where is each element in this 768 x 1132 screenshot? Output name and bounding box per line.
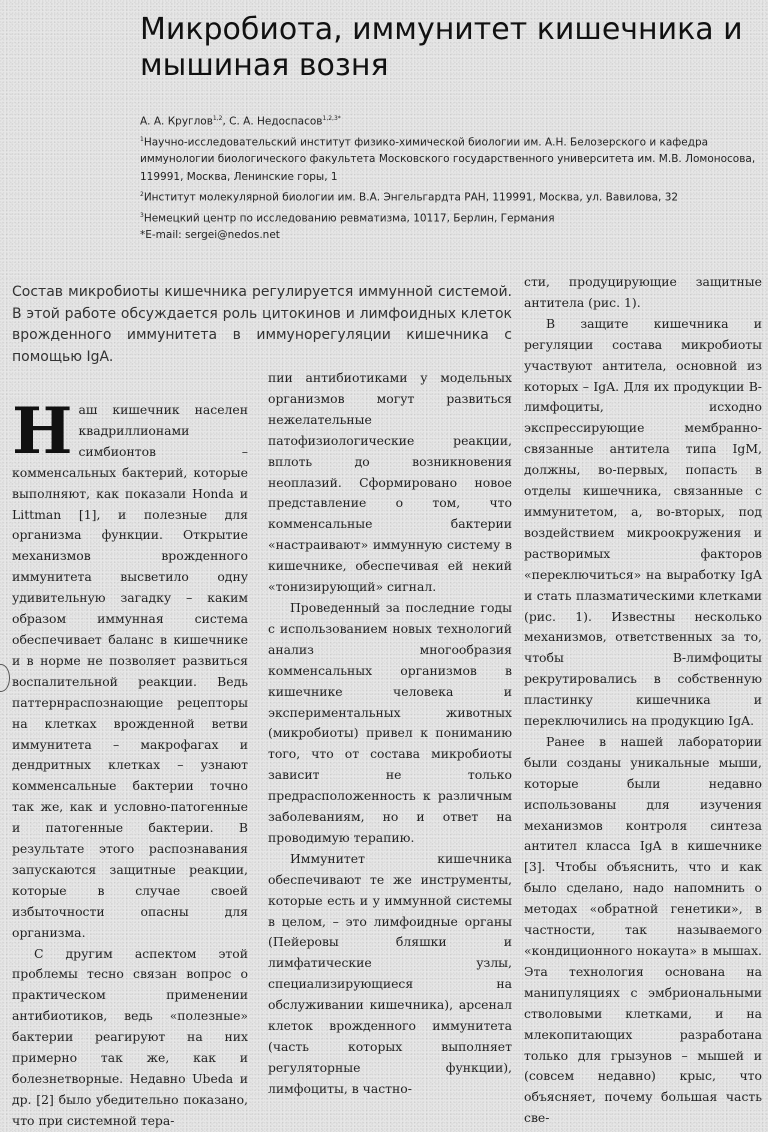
- body-column-2: [268, 368, 512, 1100]
- paragraph-text: аш кишечник населен квадриллионами симбионтов – комменсальных бактерий, которые выполняют, как показали Honda и Littman [1], и полезные для организма функции. Открытие механизмов врожденного иммунитета высветило одну удивительную загадку – каким образом иммунная система обеспечивает баланс в кишечнике и в норме не позволяет развиться воспалительной реакции. Ведь паттернраспознающие рецепторы на клетках врожденной ветви иммунитета – макрофагах и дендритных клетках – узнают комменсальные бактерии точно так же, как и условно-патогенные и патогенные бактерии. В результате этого распознавания запускаются защитные реакции, которые в случае своей избыточности опасны для организма.: [12, 402, 248, 940]
- authors-block: [140, 110, 760, 244]
- affiliation-text: Научно-исследовательский институт физико-химической биологии им. А.Н. Белозерского и кафедра иммунологии биологического факультета Московского государственного университета им. М.В. Ломоносова, 119991, Москва, Ленинские горы, 1: [140, 136, 756, 183]
- author-name: А. А. Круглов: [140, 115, 213, 128]
- abstract: Состав микробиоты кишечника регулируется иммунной системой. В этой работе обсуждается роль цитокинов и лимфоидных клеток врожденного иммунитета в иммунорегуляции кишечника с помощью IgA.: [12, 284, 512, 365]
- paragraph: С другим аспектом этой проблемы тесно связан вопрос о практическом применении антибиотиков, ведь «полезные» бактерии реагируют на них примерно так же, как и болезнетворные. Недавно Ubeda и др. [2] было убедительно показано, что при системной тера-: [12, 945, 248, 1128]
- paragraph: пии антибиотиками у модельных организмов могут развиться нежелательные патофизиологические реакции, вплоть до возникновения неоплазий. Сформировано новое представление о том, что комменсальные бактерии «настраивают» иммунную систему в кишечнике, обеспечивая ей некий «тонизирующий» сигнал.: [268, 370, 512, 595]
- author-affiliation-marker: 1,2,3*: [322, 115, 341, 122]
- paragraph: В защите кишечника и регуляции состава микробиоты участвуют антитела, основной из которых – IgA. Для их продукции В-лимфоциты, исходно экспрессирующие мембранно-связанные антитела типа IgM, должны, во-первых, попасть в отделы кишечника, связанные с иммунитетом, а, во-вторых, под воздействием микроокружения и растворимых факторов «переключиться» на выработку IgA и стать плазматическими клетками (рис. 1). Известны несколько механизмов, ответственных за то, чтобы В-лимфоциты рекрутировались в собственную пластинку кишечника и переключились на продукцию IgA.: [524, 315, 762, 729]
- affiliation-text: Немецкий центр по исследованию ревматизма, 10117, Берлин, Германия: [143, 212, 555, 225]
- body-column-3: [524, 272, 762, 1129]
- affiliation-number: 3: [140, 211, 144, 219]
- paragraph: сти, продуцирующие защитные антитела (рис. 1).: [524, 274, 762, 310]
- drop-cap: Н: [12, 394, 73, 469]
- author-line: А. А. Круглов$^{1,2}$, С. А. Недоспасов$^{1,2,3*}$: [140, 115, 341, 128]
- affiliation-number: 1: [140, 135, 144, 143]
- paragraph: Ранее в нашей лаборатории были созданы уникальные мыши, которые были недавно использованы для изучения механизмов контроля синтеза антител класса IgA в кишечнике [3]. Чтобы объяснить, что и как было сделано, надо напомнить о методах «обратной генетики», в частности, так называемого «кондиционного нокаута» в мышах. Эта технология основана на манипуляциях с эмбриональными стволовыми клетками, и на млекопитающих разработана только для грызунов – мышей и (совсем недавно) крыс, что объясняет, почему большая часть све-: [524, 733, 762, 1126]
- affiliation-text: Институт молекулярной биологии им. В.А. Энгельгардта РАН, 119991, Москва, ул. Вавилова, 32: [143, 191, 679, 204]
- affiliation: [140, 131, 760, 186]
- paragraph: Иммунитет кишечника обеспечивают те же инструменты, которые есть и у иммунной системы в целом, – это лимфоидные органы (Пейеровы бляшки и лимфатические узлы, специализирующиеся на обслуживании кишечника), арсенал клеток врожденного иммунитета (часть которых выполняет регуляторные функции), лимфоциты, в частно-: [268, 850, 512, 1096]
- binding-hole-mark: [0, 664, 10, 692]
- contact-email[interactable]: *E-mail: sergei@nedos.net: [140, 229, 280, 242]
- author-name: С. А. Недоспасов: [229, 115, 323, 128]
- body-column-1: [12, 394, 248, 1132]
- affiliation: [140, 207, 760, 228]
- author-affiliation-marker: 1,2: [212, 115, 223, 122]
- article-title: Микробиота, иммунитет кишечника и мышиная возня: [140, 12, 743, 83]
- affiliation: [140, 186, 760, 207]
- affiliation-number: 2: [140, 190, 144, 198]
- paragraph: Проведенный за последние годы с использованием новых технологий анализ многообразия комменсальных организмов в кишечнике человека и экспериментальных животных (микробиоты) привел к пониманию того, что от состава микробиоты зависит не только предрасположенность к различным заболеваниям, но и ответ на проводимую терапию.: [268, 599, 512, 845]
- paragraph: [12, 394, 248, 944]
